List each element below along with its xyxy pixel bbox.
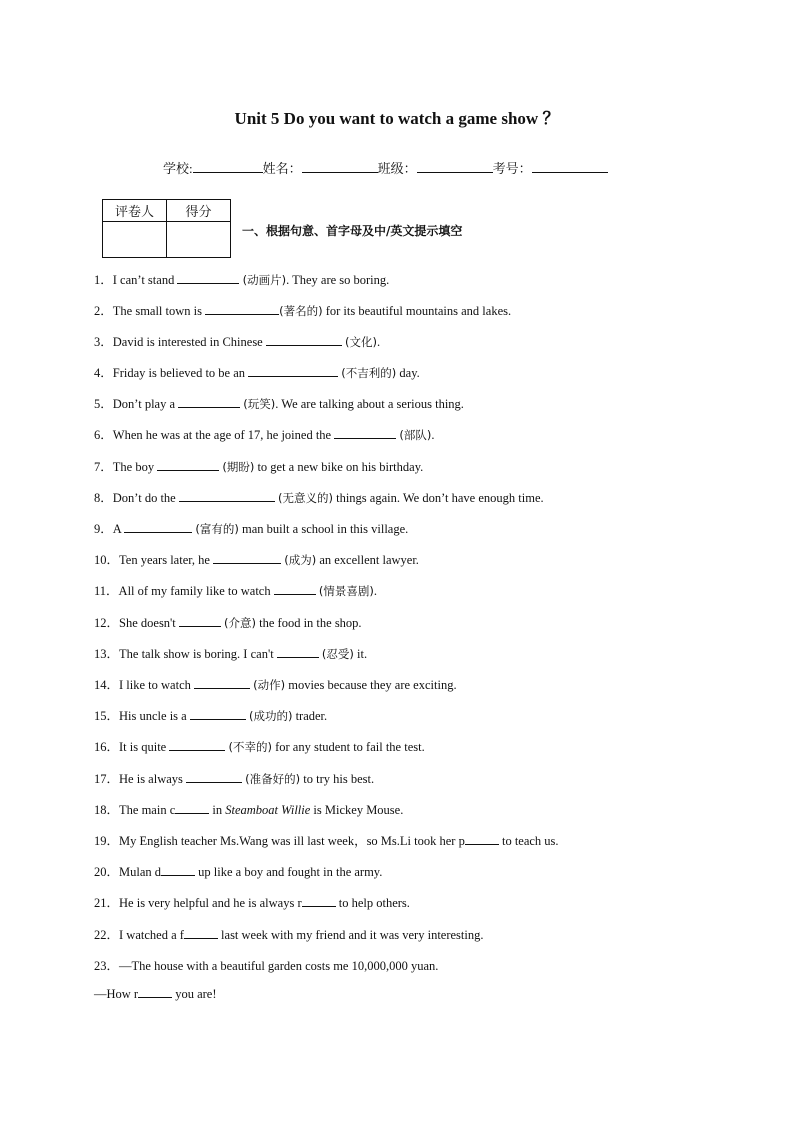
answer-blank bbox=[194, 678, 250, 689]
question-2 bbox=[94, 301, 511, 319]
hint: (动画片) bbox=[242, 273, 287, 287]
question-text: David is interested in Chinese bbox=[112, 335, 263, 349]
answer-blank bbox=[157, 460, 219, 471]
answer-blank bbox=[138, 987, 172, 998]
student-info-line bbox=[163, 158, 608, 177]
answer-blank bbox=[124, 522, 192, 533]
question-14 bbox=[94, 675, 457, 693]
question-text-end: man built a school in this village. bbox=[238, 522, 409, 536]
question-text-end: it. bbox=[353, 647, 368, 661]
score-table bbox=[102, 199, 231, 258]
question-4 bbox=[94, 363, 420, 381]
question-number: 21． bbox=[94, 896, 120, 910]
question-text: A bbox=[112, 522, 122, 536]
hint: (准备好的) bbox=[245, 772, 301, 786]
hint: (部队) bbox=[399, 428, 432, 442]
question-text-end: you are! bbox=[172, 987, 217, 1001]
question-15 bbox=[94, 706, 327, 724]
grader-header: 评卷人 bbox=[103, 200, 167, 222]
question-number: 13． bbox=[94, 647, 120, 661]
question-12 bbox=[94, 613, 362, 631]
question-1 bbox=[94, 270, 389, 288]
hint: (成功的) bbox=[248, 709, 293, 723]
question-text: The boy bbox=[112, 460, 155, 474]
question-text-end: . They are so boring. bbox=[286, 273, 390, 287]
question-21 bbox=[94, 893, 410, 911]
name-label: 姓名： bbox=[262, 161, 302, 176]
answer-blank bbox=[248, 366, 338, 377]
question-9 bbox=[94, 519, 408, 537]
hint: (期盼) bbox=[222, 460, 255, 474]
question-text: She doesn't bbox=[119, 616, 176, 630]
answer-blank bbox=[177, 273, 239, 284]
question-number: 6． bbox=[94, 428, 113, 442]
answer-blank bbox=[274, 584, 316, 595]
answer-blank bbox=[465, 834, 499, 845]
answer-blank bbox=[190, 709, 246, 720]
hint: (成为) bbox=[284, 553, 317, 567]
exam-no-label: 考号： bbox=[492, 161, 532, 176]
question-text: All of my family like to watch bbox=[118, 584, 271, 598]
question-text: It is quite bbox=[119, 740, 167, 754]
question-text-end: . We are talking about a serious thing. bbox=[275, 397, 464, 411]
question-text: The talk show is boring. I can't bbox=[119, 647, 274, 661]
question-text-end: last week with my friend and it was very interesting. bbox=[217, 928, 484, 942]
question-text: —How r bbox=[94, 987, 139, 1001]
question-number: 10． bbox=[94, 553, 120, 567]
question-text: Friday is believed to be an bbox=[112, 366, 246, 380]
question-13 bbox=[94, 644, 367, 662]
question-text-end: . bbox=[431, 428, 435, 442]
question-text-end: trader. bbox=[292, 709, 328, 723]
question-text: The small town is bbox=[112, 304, 202, 318]
question-text-end: . bbox=[376, 335, 381, 349]
answer-blank bbox=[266, 335, 342, 346]
question-5 bbox=[94, 394, 464, 412]
exam-no-blank bbox=[532, 161, 608, 173]
answer-blank bbox=[179, 491, 275, 502]
question-11 bbox=[94, 581, 377, 599]
hint: (动作) bbox=[253, 678, 286, 692]
question-number: 3． bbox=[94, 335, 113, 349]
question-text-end: movies because they are exciting. bbox=[285, 678, 457, 692]
question-text: He is very helpful and he is always r bbox=[119, 896, 302, 910]
section-title: 一、根据句意、首字母及中/英文提示填空 bbox=[242, 224, 463, 238]
question-6 bbox=[94, 425, 434, 443]
question-text-end: up like a boy and fought in the army. bbox=[195, 865, 383, 879]
question-3 bbox=[94, 332, 380, 350]
question-text-end: for any student to fail the test. bbox=[271, 740, 425, 754]
hint: (无意义的) bbox=[277, 491, 333, 505]
question-text: Don’t do the bbox=[112, 491, 176, 505]
question-text-end: things again. We don’t have enough time. bbox=[332, 491, 544, 505]
question-number: 16． bbox=[94, 740, 120, 754]
answer-blank bbox=[302, 896, 336, 907]
question-text-end: day. bbox=[396, 366, 420, 380]
question-number: 2． bbox=[94, 304, 113, 318]
question-20 bbox=[94, 862, 382, 880]
answer-blank bbox=[161, 865, 195, 876]
question-text: Ten years later, he bbox=[119, 553, 210, 567]
question-text-end: to help others. bbox=[335, 896, 410, 910]
hint: (文化) bbox=[345, 335, 377, 349]
question-16 bbox=[94, 737, 425, 755]
question-number: 18． bbox=[94, 803, 120, 817]
answer-blank bbox=[175, 803, 209, 814]
grader-cell bbox=[103, 222, 167, 258]
question-number: 5． bbox=[94, 397, 113, 411]
question-18 bbox=[94, 800, 403, 818]
answer-blank bbox=[178, 397, 240, 408]
question-number: 9． bbox=[94, 522, 113, 536]
question-23 bbox=[94, 956, 438, 974]
question-number: 12． bbox=[94, 616, 120, 630]
question-text: The main c bbox=[119, 803, 176, 817]
question-8 bbox=[94, 488, 544, 506]
question-text-mid: in bbox=[209, 803, 226, 817]
question-17 bbox=[94, 769, 374, 787]
question-number: 14． bbox=[94, 678, 120, 692]
answer-blank bbox=[205, 304, 279, 315]
name-blank bbox=[302, 161, 378, 173]
question-number: 19． bbox=[94, 834, 120, 848]
question-text: Mulan d bbox=[119, 865, 162, 879]
question-number: 8． bbox=[94, 491, 113, 505]
hint: (富有的) bbox=[195, 522, 239, 536]
answer-blank bbox=[179, 616, 221, 627]
question-text: When he was at the age of 17, he joined the bbox=[112, 428, 332, 442]
question-text: I watched a f bbox=[119, 928, 184, 942]
page-title: Unit 5 Do you want to watch a game show ？ bbox=[234, 109, 560, 128]
school-label: 学校: bbox=[163, 161, 193, 176]
hint: (玩笑) bbox=[243, 397, 276, 411]
score-cell bbox=[167, 222, 231, 258]
answer-blank bbox=[334, 428, 396, 439]
question-text: Don’t play a bbox=[112, 397, 176, 411]
question-number: 7． bbox=[94, 460, 113, 474]
question-number: 1． bbox=[94, 273, 113, 287]
question-text-end: to try his best. bbox=[300, 772, 375, 786]
answer-blank bbox=[184, 928, 218, 939]
question-7 bbox=[94, 457, 423, 475]
hint: (介意) bbox=[224, 616, 257, 630]
class-label: 班级： bbox=[377, 161, 417, 176]
hint: (著名的) bbox=[279, 304, 323, 318]
question-text-end: an excellent lawyer. bbox=[316, 553, 419, 567]
question-number: 23． bbox=[94, 959, 120, 973]
question-text-end: to get a new bike on his birthday. bbox=[254, 460, 424, 474]
question-number: 17． bbox=[94, 772, 120, 786]
answer-blank bbox=[186, 772, 242, 783]
question-number: 22． bbox=[94, 928, 120, 942]
answer-blank bbox=[213, 553, 281, 564]
answer-blank bbox=[169, 740, 225, 751]
question-19 bbox=[94, 831, 559, 849]
question-text-end: to teach us. bbox=[498, 834, 559, 848]
question-text-end: . bbox=[373, 584, 377, 598]
question-text: —The house with a beautiful garden costs me 10,000,000 yuan. bbox=[119, 959, 439, 973]
school-blank bbox=[193, 161, 263, 173]
question-23-reply bbox=[94, 987, 217, 1002]
question-text: I can’t stand bbox=[112, 273, 175, 287]
question-number: 15． bbox=[94, 709, 120, 723]
question-22 bbox=[94, 925, 483, 943]
score-header: 得分 bbox=[167, 200, 231, 222]
question-text-end: is Mickey Mouse. bbox=[310, 803, 404, 817]
answer-blank bbox=[277, 647, 319, 658]
question-number: 11． bbox=[94, 584, 119, 598]
question-text: I like to watch bbox=[119, 678, 191, 692]
question-text: My English teacher Ms.Wang was ill last week，so Ms.Li took her p bbox=[119, 834, 465, 848]
question-10 bbox=[94, 550, 419, 568]
question-text-end: for its beautiful mountains and lakes. bbox=[322, 304, 512, 318]
hint: (不幸的) bbox=[228, 740, 272, 754]
hint: (情景喜剧) bbox=[318, 584, 374, 598]
movie-title: Steamboat Willie bbox=[225, 803, 311, 817]
question-number: 20． bbox=[94, 865, 120, 879]
question-text-end: the food in the shop. bbox=[256, 616, 362, 630]
hint: (忍受) bbox=[321, 647, 354, 661]
question-number: 4． bbox=[94, 366, 113, 380]
question-text: His uncle is a bbox=[119, 709, 187, 723]
question-text: He is always bbox=[119, 772, 183, 786]
class-blank bbox=[417, 161, 493, 173]
hint: (不吉利的) bbox=[341, 366, 397, 380]
